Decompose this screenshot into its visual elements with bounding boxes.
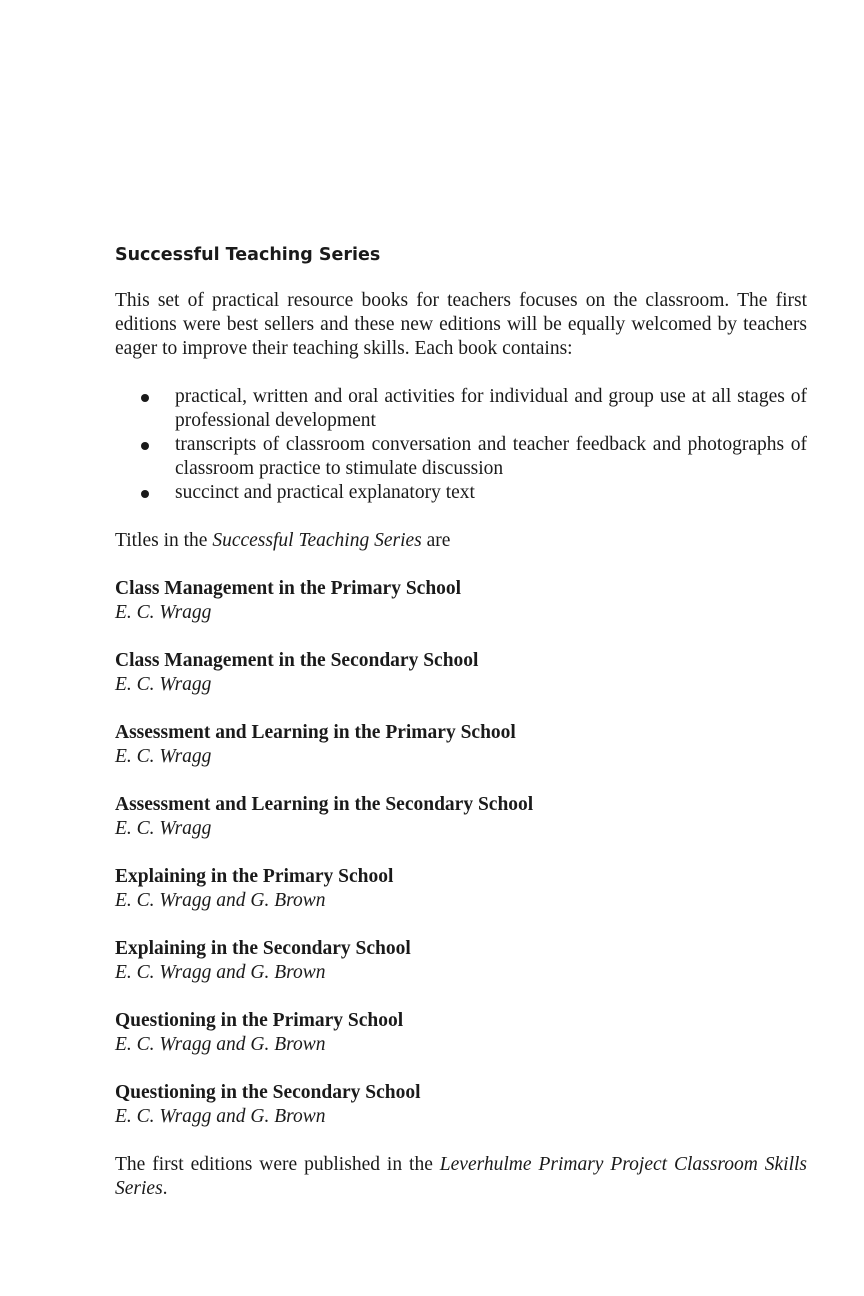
page <box>115 241 807 1201</box>
book-entry <box>115 577 807 625</box>
book-entry <box>115 1009 807 1057</box>
book-title: Explaining in the Primary School <box>115 866 394 887</box>
feature-text: succinct and practical explanatory text <box>175 482 475 503</box>
book-author: E. C. Wragg and G. Brown <box>115 1106 326 1127</box>
feature-item <box>115 481 807 505</box>
titles-intro-before: Titles in the <box>115 530 213 551</box>
book-author: E. C. Wragg <box>115 746 212 767</box>
series-heading: Successful Teaching Series <box>115 245 381 265</box>
book-title: Explaining in the Secondary School <box>115 938 411 959</box>
book-title: Assessment and Learning in the Primary School <box>115 722 516 743</box>
book-entry <box>115 793 807 841</box>
footnote-after: . <box>162 1178 168 1199</box>
book-author: E. C. Wragg <box>115 818 212 839</box>
feature-text: transcripts of classroom conversation and teacher feedback and photographs of classroom practice to stimulate discussion <box>175 434 807 479</box>
bullet-icon <box>141 490 149 498</box>
footnote-series: Leverhulme Primary Project Classroom Skills Series <box>115 1154 807 1199</box>
book-entry <box>115 1081 807 1129</box>
titles-intro-after: are <box>421 530 451 551</box>
book-author: E. C. Wragg <box>115 602 212 623</box>
bullet-icon <box>141 442 149 450</box>
book-title: Class Management in the Secondary School <box>115 650 479 671</box>
book-title: Questioning in the Secondary School <box>115 1082 421 1103</box>
footnote-paragraph <box>115 1153 807 1201</box>
book-entry <box>115 721 807 769</box>
feature-item <box>115 433 807 481</box>
feature-text: practical, written and oral activities for individual and group use at all stages of professional development <box>175 386 807 431</box>
bullet-icon <box>141 394 149 402</box>
feature-item <box>115 385 807 433</box>
book-author: E. C. Wragg and G. Brown <box>115 962 326 983</box>
book-entry <box>115 865 807 913</box>
book-entry <box>115 649 807 697</box>
book-title: Class Management in the Primary School <box>115 578 462 599</box>
book-author: E. C. Wragg and G. Brown <box>115 890 326 911</box>
book-entry <box>115 937 807 985</box>
titles-intro <box>115 529 807 553</box>
titles-intro-series: Successful Teaching Series <box>212 530 422 551</box>
footnote-before: The first editions were published in the <box>115 1154 440 1175</box>
features-list <box>115 385 807 505</box>
book-author: E. C. Wragg <box>115 674 212 695</box>
book-title: Assessment and Learning in the Secondary School <box>115 794 534 815</box>
intro-paragraph: This set of practical resource books for teachers focuses on the classroom. The first editions were best sellers and these new editions will be equally welcomed by teachers eager to improve their teaching skills. Each book contains: <box>115 290 807 359</box>
book-title: Questioning in the Primary School <box>115 1010 404 1031</box>
book-author: E. C. Wragg and G. Brown <box>115 1034 326 1055</box>
